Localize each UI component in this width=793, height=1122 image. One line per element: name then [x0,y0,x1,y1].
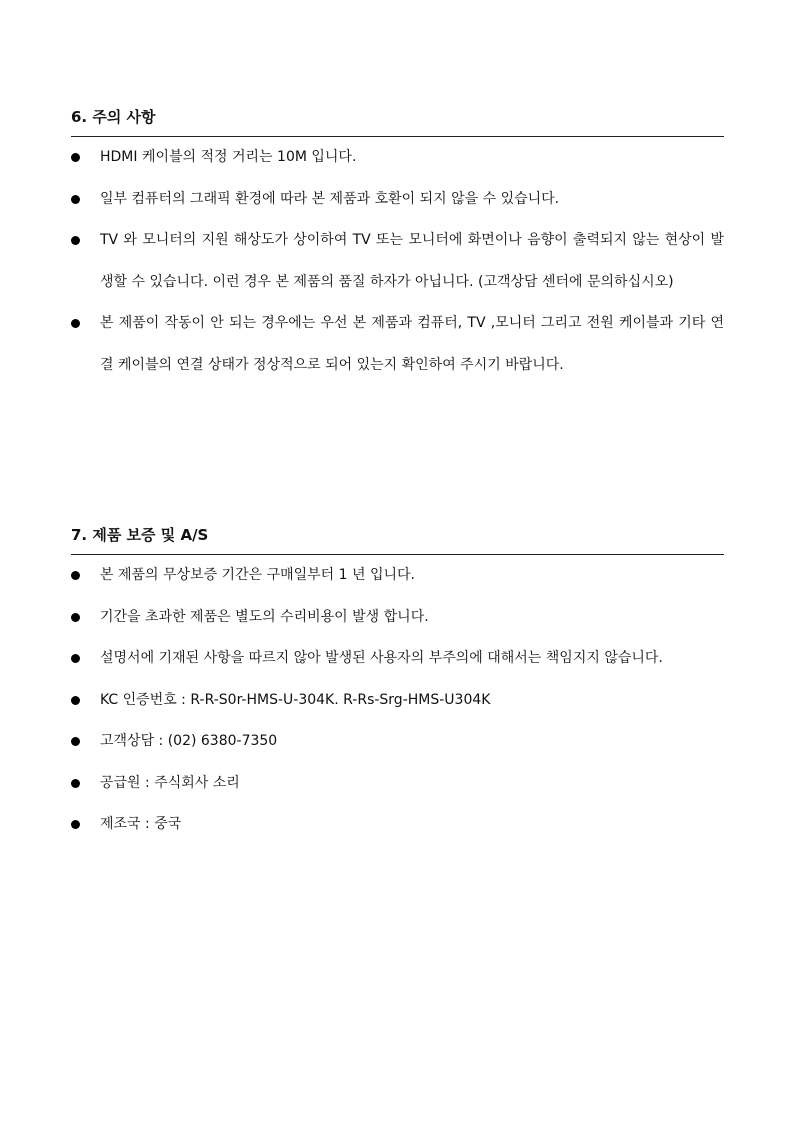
list-item [71,137,724,179]
list-item-text: HDMI 케이블의 적정 거리는 10M 입니다. [100,149,357,165]
list-item-text: TV 와 모니터의 지원 해상도가 상이하여 TV 또는 모니터에 화면이나 음향이 출력되지 않는 현상이 발생할 수 있습니다. 이런 경우 본 제품의 품질 하자가 아닙니다. (고객상담 센터에 문의하십시오) [100,232,724,290]
list-item-text: 설명서에 기재된 사항을 따르지 않아 발생된 사용자의 부주의에 대해서는 책임지지 않습니다. [100,650,663,666]
list-item [71,597,724,639]
list-item-text: 일부 컴퓨터의 그래픽 환경에 따라 본 제품과 호환이 되지 않을 수 있습니다. [100,190,560,207]
section-precautions [71,107,724,386]
list-item [71,220,724,303]
list-item [71,721,724,763]
bullet-icon [71,820,80,829]
bullet-icon [71,571,80,580]
list-item-text: 고객상담 : (02) 6380-7350 [100,733,278,749]
list-item-text: 제조국 : 중국 [100,816,182,832]
bullet-icon [71,737,80,746]
list-item [71,179,724,221]
precautions-list [71,137,724,386]
bullet-icon [71,153,80,162]
warranty-list [71,555,724,846]
list-item [71,763,724,805]
list-item-text: 본 제품이 작동이 안 되는 경우에는 우선 본 제품과 컴퓨터, TV ,모니터 그리고 전원 케이블과 기타 연결 케이블의 연결 상태가 정상적으로 되어 있는지 확인하여 주시기 바랍니다. [100,315,724,373]
list-item-text: 본 제품의 무상보증 기간은 구매일부터 1 년 입니다. [100,567,415,583]
section-title-warranty: 7. 제품 보증 및 A/S [71,526,209,544]
list-item [71,680,724,722]
bullet-icon [71,236,80,245]
bullet-icon [71,696,80,705]
bullet-icon [71,779,80,788]
bullet-icon [71,195,80,204]
bullet-icon [71,654,80,663]
bullet-icon [71,613,80,622]
list-item [71,303,724,386]
bullet-icon [71,319,80,328]
section-title-precautions: 6. 주의 사항 [71,108,156,126]
list-item-text: 기간을 초과한 제품은 별도의 수리비용이 발생 합니다. [100,608,429,625]
list-item [71,804,724,846]
list-item [71,555,724,597]
section-warranty [71,525,724,846]
list-item-text: 공급원 : 주식회사 소리 [100,774,240,791]
list-item-text: KC 인증번호 : R-R-S0r-HMS-U-304K. R-Rs-Srg-HMS-U304K [100,691,491,708]
list-item [71,638,724,680]
